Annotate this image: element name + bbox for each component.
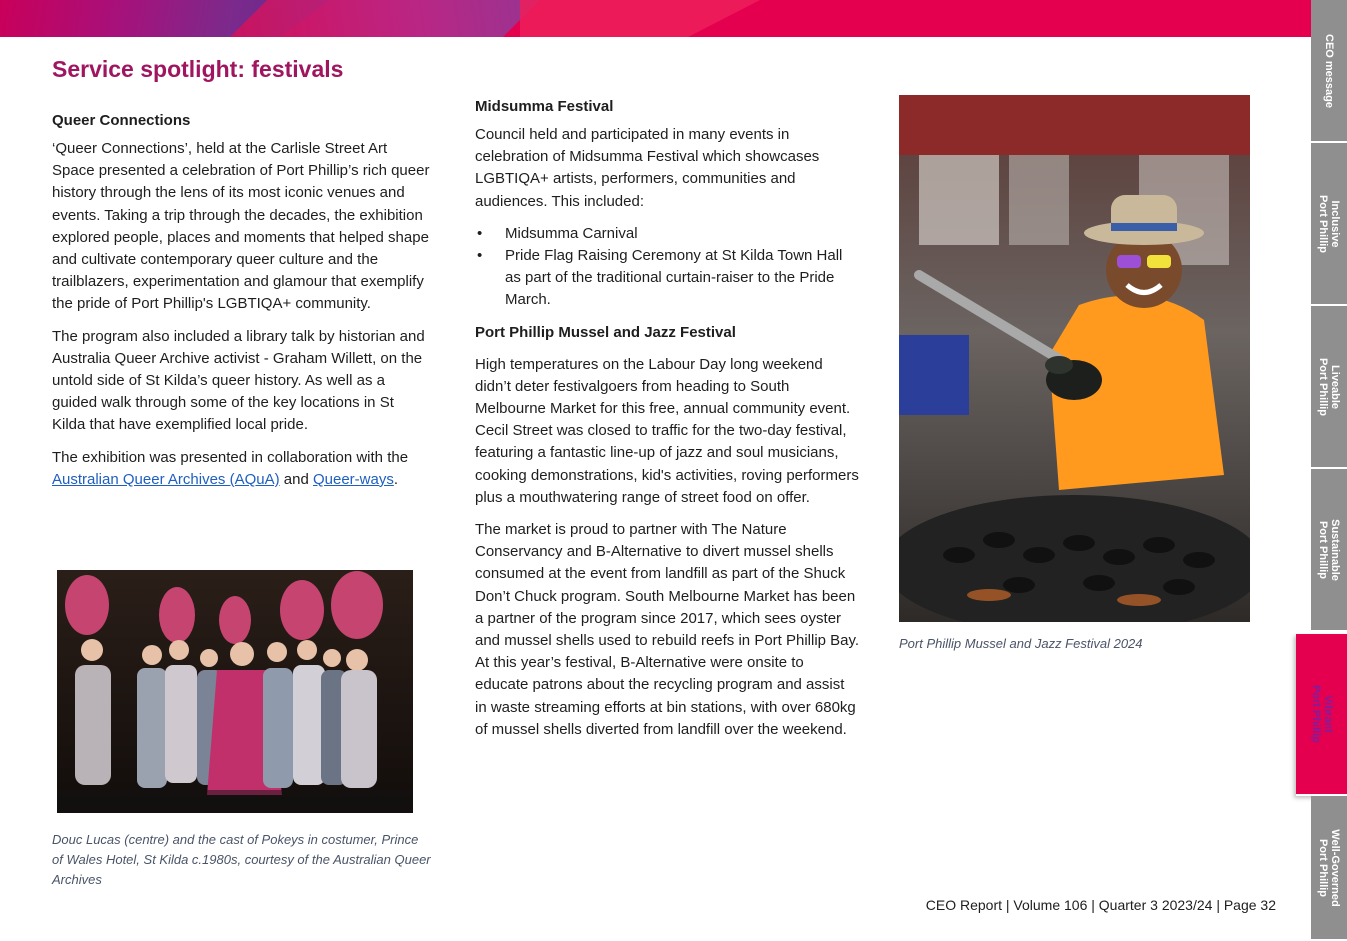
paragraph: High temperatures on the Labour Day long weekend didn’t deter festivalgoers from heading to South Melbourne Market for this free, annual community event. Cecil Street was closed to traffic for the two-day festival, featuring a fantastic line-up of jazz and soul musicians, cooking demonstrations, kid's activities, roving performers plus a mouthwatering range of street food on offer. — [475, 355, 859, 506]
tab-label: Well-Governed Port Phillip — [1317, 828, 1341, 907]
link-aqua[interactable]: Australian Queer Archives (AQuA) — [52, 470, 280, 488]
bullet-list — [475, 223, 860, 312]
section-tabs — [1311, 0, 1347, 941]
page-footer: CEO Report | Volume 106 | Quarter 3 2023/24 | Page 32 — [925, 897, 1276, 913]
paragraph: The program also included a library talk by historian and Australia Queer Archive activist - Graham Willett, on the untold side of St Kilda’s queer history. As well as a guided walk through some of the key locations in St Kilda that have exemplified local pride. — [52, 327, 425, 434]
paragraph: Council held and participated in many events in celebration of Midsumma Festival which showcases LGBTIQA+ artists, performers, communities and audiences. This included: — [475, 126, 820, 210]
tab-label: Inclusive Port Phillip — [1317, 194, 1341, 253]
tab-well-governed[interactable] — [1311, 796, 1347, 941]
text: . — [393, 470, 398, 488]
tab-vibrant[interactable] — [1296, 634, 1347, 796]
tab-label: Sustainable Port Phillip — [1317, 518, 1341, 581]
banner-shape — [230, 0, 540, 37]
middle-column — [475, 96, 860, 751]
top-banner — [0, 0, 1311, 37]
link-queer-ways[interactable]: Queer-ways — [312, 470, 394, 488]
text: The exhibition was presented in collaboration with the — [52, 448, 409, 466]
photo-illustration — [899, 95, 1250, 622]
section-heading-mussel-jazz: Port Phillip Mussel and Jazz Festival — [475, 323, 736, 341]
caption-pokeys-photo: Douc Lucas (centre) and the cast of Pokeys in costumer, Prince of Wales Hotel, St Kilda c.1980s, courtesy of the Australian Queer Archives — [52, 832, 431, 887]
photo-mussel-festival — [899, 95, 1250, 622]
list-item: • Pride Flag Raising Ceremony at St Kilda Town Hall as part of the traditional curtain-raiser to the Pride March. — [475, 245, 860, 312]
tab-ceo-message[interactable] — [1311, 0, 1347, 143]
banner-shape — [520, 0, 760, 37]
tab-inclusive[interactable] — [1311, 143, 1347, 306]
caption-mussel-photo: Port Phillip Mussel and Jazz Festival 2024 — [899, 636, 1143, 651]
text: and — [279, 470, 313, 488]
tab-label: Liveable Port Phillip — [1317, 357, 1341, 416]
tab-label: Vibrant Port Phillip — [1309, 684, 1334, 744]
list-item: • Midsumma Carnival — [475, 223, 860, 245]
tab-label: CEO message — [1323, 33, 1335, 108]
paragraph — [52, 447, 430, 491]
paragraph: ‘Queer Connections’, held at the Carlisle Street Art Space presented a celebration of Port Phillip’s rich queer history through the lens of its most iconic venues and events. Taking a trip through the decades, the exhibition explored people, places and moments that helped shape and cultivate contemporary queer culture and the trailblazers, experimentation and glamour that exemplify the pride of Port Phillip's LGBTIQA+ community. — [52, 140, 430, 313]
paragraph: The market is proud to partner with The Nature Conservancy and B-Alternative to divert mussel shells consumed at the event from landfill as part of the Shuck Don’t Chuck program. South Melbourne Market has been a partner of the program since 2017, which sees oyster and mussel shells used to rebuild reefs in Port Phillip Bay. At this year’s festival, B-Alternative were onsite to educate patrons about the recycling program and assist in waste streaming efforts at bin stations, with over 680kg of mussel shells diverted from landfill over the weekend. — [475, 521, 860, 738]
photo-illustration — [57, 570, 413, 813]
photo-pokeys-cast — [57, 570, 413, 813]
page-title: Service spotlight: festivals — [52, 56, 344, 82]
tab-liveable[interactable] — [1311, 306, 1347, 469]
left-column — [52, 110, 430, 501]
tab-sustainable[interactable] — [1311, 469, 1347, 632]
section-heading-midsumma: Midsumma Festival — [475, 98, 614, 115]
section-heading-queer-connections: Queer Connections — [52, 112, 191, 129]
